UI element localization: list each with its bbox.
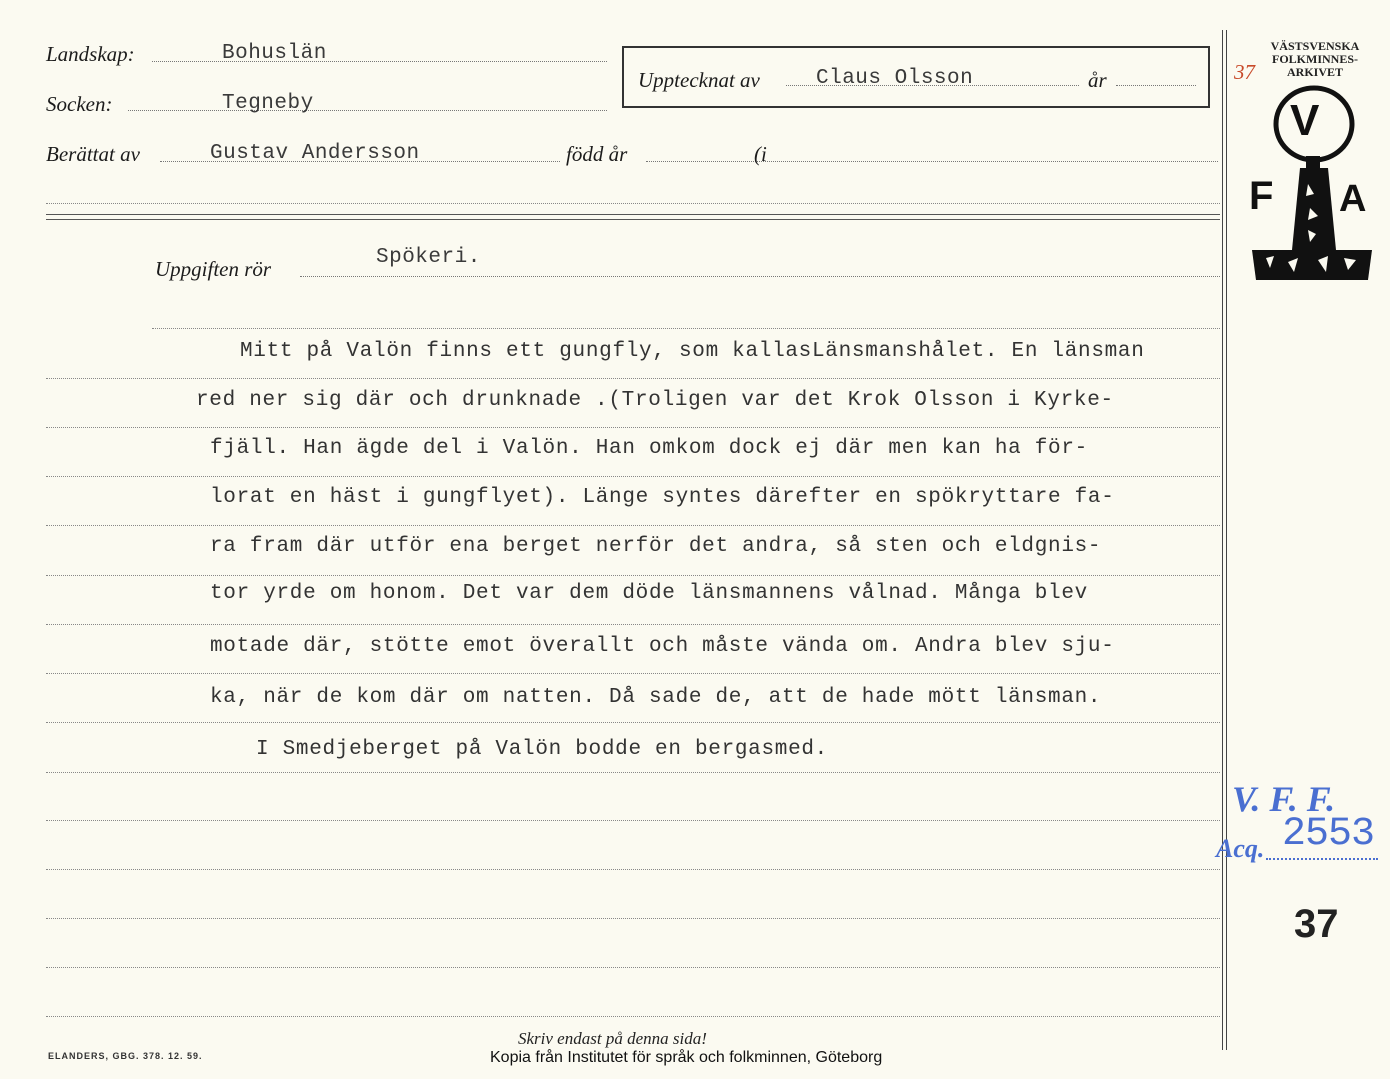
- body-line-7: motade där, stötte emot överallt och måste vända om. Andra blev sju-: [210, 635, 1115, 658]
- berattat-value: Gustav Andersson: [210, 142, 420, 165]
- logo-letter-a: A: [1339, 178, 1367, 220]
- logo-letter-v: V: [1290, 96, 1320, 145]
- subject-label: Uppgiften rör: [155, 257, 272, 281]
- rule-line: [46, 673, 1220, 674]
- archive-name-line-3: ARKIVET: [1286, 65, 1343, 79]
- body-line-4: lorat en häst i gungflyet). Länge syntes därefter en spökryttare fa-: [210, 486, 1115, 509]
- fodd-label: född år: [566, 142, 628, 166]
- berattat-label: Berättat av: [46, 142, 140, 166]
- landskap-line: [152, 61, 607, 62]
- subject-line: [300, 276, 1220, 277]
- page-number: 37: [1294, 902, 1339, 946]
- rule-line: [46, 1016, 1220, 1017]
- landskap-label: Landskap:: [46, 42, 135, 66]
- stamp-underline: [1266, 858, 1378, 860]
- socken-line: [128, 110, 607, 111]
- subject-value: Spökeri.: [376, 246, 481, 269]
- body-line-3: fjäll. Han ägde del i Valön. Han omkom dock ej där men kan ha för-: [210, 437, 1088, 460]
- footer-note: Skriv endast på denna sida!: [518, 1029, 707, 1048]
- header-separator-top: [46, 214, 1220, 215]
- handwritten-sheet-number: 37: [1234, 60, 1255, 84]
- stamp-acq-label: Acq.: [1216, 834, 1265, 863]
- archive-name-line-1: VÄSTSVENSKA: [1270, 39, 1360, 53]
- stamp-acq-number: 2553: [1282, 812, 1375, 857]
- rule-line: [46, 378, 1220, 379]
- socken-value: Tegneby: [222, 92, 314, 115]
- rule-line: [46, 918, 1220, 919]
- copy-notice: Kopia från Institutet för språk och folkminnen, Göteborg: [490, 1049, 883, 1066]
- margin-line-left: [1222, 30, 1223, 1050]
- upptecknat-value: Claus Olsson: [816, 67, 974, 90]
- recorder-box: [622, 46, 1210, 108]
- stamp-vff: V. F. F.: [1232, 779, 1336, 819]
- ar-label: år: [1088, 68, 1107, 92]
- rule-line: [46, 869, 1220, 870]
- body-line-6: tor yrde om honom. Det var dem döde länsmannens vålnad. Många blev: [210, 582, 1088, 605]
- rule-line: [46, 575, 1220, 576]
- rule-line: [46, 624, 1220, 625]
- body-line-9: I Smedjeberget på Valön bodde en bergasmed.: [256, 738, 828, 761]
- fodd-line: [646, 161, 1218, 162]
- subject-extra-line: [152, 328, 1220, 329]
- upptecknat-label: Upptecknat av: [638, 68, 760, 92]
- header-separator-bottom: [46, 219, 1220, 220]
- header-extra-line: [46, 203, 1220, 204]
- archive-name-line-2: FOLKMINNES-: [1271, 52, 1358, 66]
- ar-line: [1116, 85, 1196, 86]
- body-line-1: Mitt på Valön finns ett gungfly, som kallasLänsmanshålet. En länsman: [240, 340, 1145, 363]
- printer-imprint: ELANDERS, GBG. 378. 12. 59.: [48, 1051, 203, 1061]
- body-line-2: red ner sig där och drunknade .(Troligen var det Krok Olsson i Kyrke-: [196, 389, 1114, 412]
- fodd-value: (i: [754, 142, 767, 166]
- rule-line: [46, 427, 1220, 428]
- margin-line-right: [1226, 30, 1227, 1050]
- rule-line: [46, 525, 1220, 526]
- archive-name: [1254, 40, 1376, 79]
- body-line-8: ka, när de kom där om natten. Då sade de, att de hade mött länsman.: [210, 686, 1102, 709]
- logo-letter-f: F: [1249, 174, 1274, 218]
- socken-label: Socken:: [46, 92, 113, 116]
- rule-line: [46, 476, 1220, 477]
- rule-line: [46, 820, 1220, 821]
- rule-line: [46, 772, 1220, 773]
- rule-line: [46, 722, 1220, 723]
- body-line-5: ra fram där utför ena berget nerför det andra, så sten och eldgnis-: [210, 535, 1102, 558]
- rule-line: [46, 967, 1220, 968]
- landskap-value: Bohuslän: [222, 42, 327, 65]
